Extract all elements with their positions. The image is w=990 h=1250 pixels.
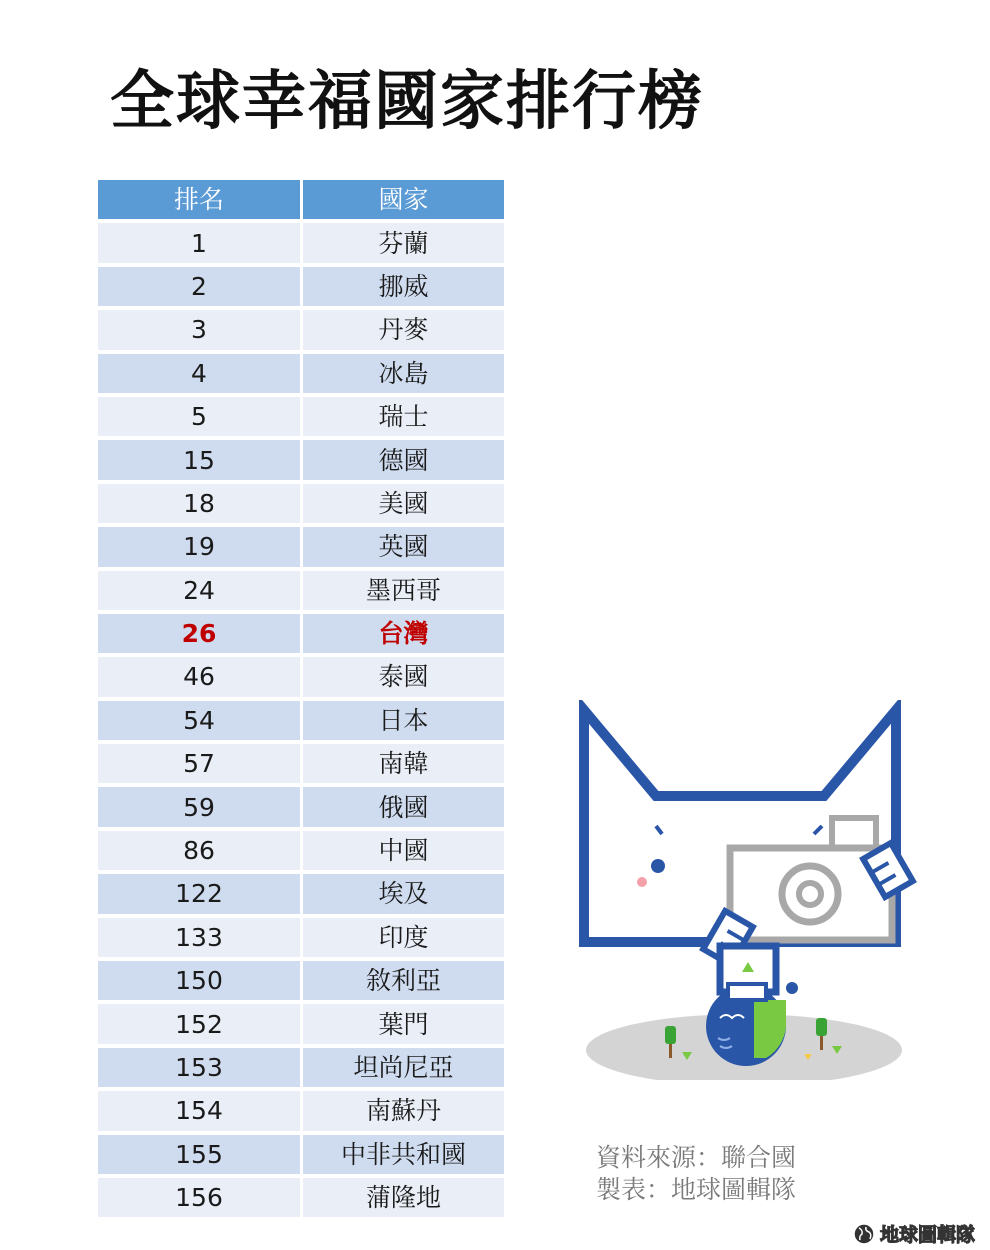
rank-cell: 24 (98, 569, 302, 612)
country-cell: 印度 (302, 916, 505, 959)
table-row (98, 1133, 504, 1176)
rank-cell: 54 (98, 699, 302, 742)
rank-cell: 2 (98, 265, 302, 308)
ranking-table (98, 180, 504, 1221)
rank-cell: 3 (98, 308, 302, 351)
source-note (596, 1142, 796, 1206)
table-header-row (98, 180, 504, 221)
rank-cell: 19 (98, 525, 302, 568)
country-cell: 葉門 (302, 1002, 505, 1045)
table-row (98, 655, 504, 698)
country-cell: 台灣 (302, 612, 505, 655)
country-cell: 俄國 (302, 785, 505, 828)
rank-cell: 122 (98, 872, 302, 915)
rank-cell: 86 (98, 829, 302, 872)
rank-cell: 152 (98, 1002, 302, 1045)
rank-cell: 1 (98, 221, 302, 264)
table-row (98, 959, 504, 1002)
rank-cell: 150 (98, 959, 302, 1002)
table-row (98, 482, 504, 525)
rank-cell: 4 (98, 352, 302, 395)
header-rank: 排名 (98, 180, 302, 221)
country-cell: 埃及 (302, 872, 505, 915)
table-row (98, 916, 504, 959)
table-row (98, 352, 504, 395)
rank-cell: 154 (98, 1089, 302, 1132)
cat-blush (637, 877, 647, 887)
cat-camera-globe-icon (570, 700, 930, 1080)
country-cell: 美國 (302, 482, 505, 525)
table-body (98, 221, 504, 1219)
table-row (98, 1046, 504, 1089)
rank-cell: 18 (98, 482, 302, 525)
rank-cell: 46 (98, 655, 302, 698)
country-cell: 敘利亞 (302, 959, 505, 1002)
country-cell: 瑞士 (302, 395, 505, 438)
table-row (98, 742, 504, 785)
table-row (98, 265, 504, 308)
camera-lens-inner (799, 883, 821, 905)
country-cell: 冰島 (302, 352, 505, 395)
watermark-logo (852, 1220, 975, 1247)
country-cell: 日本 (302, 699, 505, 742)
rank-cell: 153 (98, 1046, 302, 1089)
globe-icon (852, 1222, 876, 1246)
table-row (98, 221, 504, 264)
globe-tail (786, 982, 798, 994)
table-row (98, 612, 504, 655)
country-cell: 德國 (302, 438, 505, 481)
table-row (98, 1176, 504, 1219)
table-row (98, 1002, 504, 1045)
header-country: 國家 (302, 180, 505, 221)
rank-cell: 155 (98, 1133, 302, 1176)
table-row (98, 1089, 504, 1132)
table-row (98, 569, 504, 612)
country-cell: 南蘇丹 (302, 1089, 505, 1132)
logo-text: 地球圖輯隊 (880, 1224, 976, 1246)
page-title: 全球幸福國家排行榜 (110, 65, 704, 139)
table-row (98, 308, 504, 351)
country-cell: 南韓 (302, 742, 505, 785)
rank-cell: 15 (98, 438, 302, 481)
table-row (98, 438, 504, 481)
rank-cell: 59 (98, 785, 302, 828)
table-row (98, 785, 504, 828)
country-cell: 蒲隆地 (302, 1176, 505, 1219)
country-cell: 中非共和國 (302, 1133, 505, 1176)
country-cell: 泰國 (302, 655, 505, 698)
table-row (98, 395, 504, 438)
country-cell: 英國 (302, 525, 505, 568)
country-cell: 丹麥 (302, 308, 505, 351)
table-row (98, 525, 504, 568)
table-row (98, 829, 504, 872)
table-row (98, 699, 504, 742)
country-cell: 墨西哥 (302, 569, 505, 612)
table-row (98, 872, 504, 915)
country-cell: 挪威 (302, 265, 505, 308)
credit-line: 製表：地球圖輯隊 (596, 1175, 797, 1204)
cat-eye (651, 859, 665, 873)
country-cell: 坦尚尼亞 (302, 1046, 505, 1089)
country-cell: 中國 (302, 829, 505, 872)
rank-cell: 156 (98, 1176, 302, 1219)
cat-feet (728, 984, 766, 1000)
country-cell: 芬蘭 (302, 221, 505, 264)
source-line: 資料來源：聯合國 (596, 1143, 797, 1172)
rank-cell: 57 (98, 742, 302, 785)
rank-cell: 5 (98, 395, 302, 438)
rank-cell: 26 (98, 612, 302, 655)
rank-cell: 133 (98, 916, 302, 959)
